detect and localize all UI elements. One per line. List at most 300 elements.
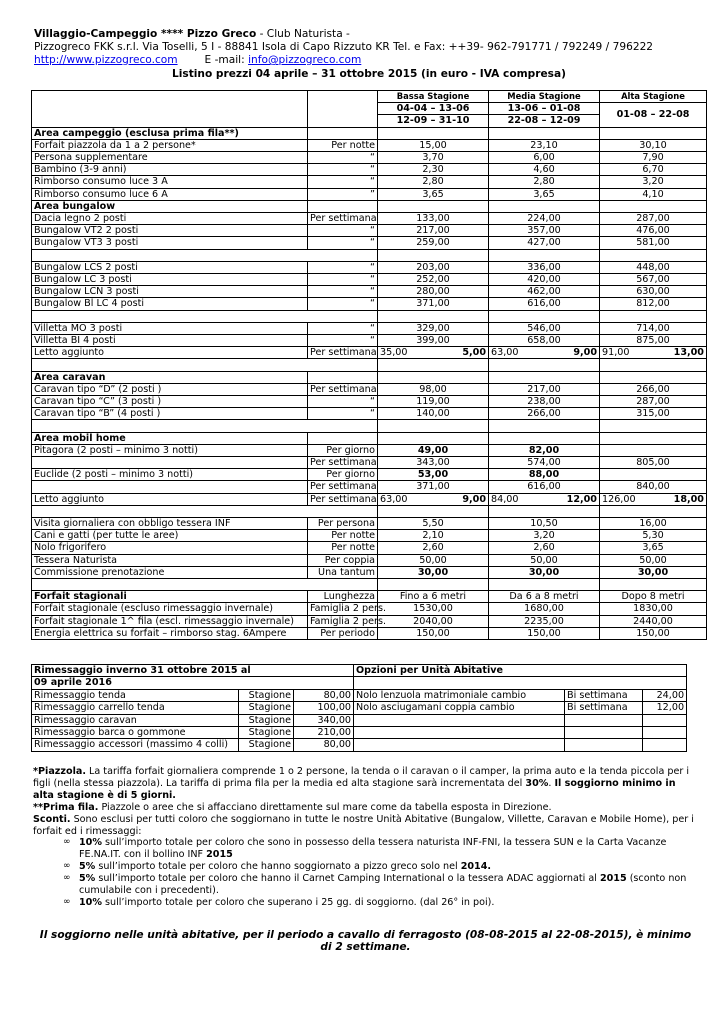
discount-desc: sull’importo totale per coloro che superano i 25 gg. di soggiorno. (dal 26° in poi). — [101, 896, 495, 908]
price-table — [31, 90, 707, 640]
media-dates: 22-08 – 12-09 — [489, 115, 600, 127]
table-cell — [378, 249, 489, 261]
alta-price: 630,00 — [600, 286, 707, 298]
media-price: 546,00 — [489, 322, 600, 334]
media-price: 357,00 — [489, 225, 600, 237]
bassa-price: 140,00 — [378, 408, 489, 420]
item-label: Forfait stagionale (escluso rimessaggio invernale) — [32, 603, 308, 615]
alta-price: 805,00 — [600, 457, 707, 469]
infinity-bullet-icon: ∞ — [63, 896, 71, 907]
media-price: 3,65 — [489, 188, 600, 200]
table-cell — [308, 432, 378, 444]
empty-row — [32, 249, 707, 261]
empty-row — [32, 359, 707, 371]
storage-price: 100,00 — [294, 702, 354, 714]
table-cell — [489, 249, 600, 261]
media-price: 2235,00 — [489, 615, 600, 627]
unit-label: Famiglia 2 pers. — [308, 603, 378, 615]
company-name: Villaggio-Campeggio **** — [34, 28, 187, 40]
item-label: Commissione prenotazione — [32, 566, 308, 578]
company-line — [34, 28, 704, 41]
bassa-price: 30,00 — [378, 566, 489, 578]
alta-price: 287,00 — [600, 396, 707, 408]
unit-label: “ — [308, 286, 378, 298]
price-row — [32, 225, 707, 237]
table-cell — [32, 91, 308, 128]
extra-bed-person: 13,00 — [673, 347, 704, 359]
notes-section — [33, 766, 698, 909]
note-piazzola — [33, 766, 698, 802]
alta-price — [600, 347, 707, 359]
alta-price — [600, 493, 707, 505]
unit-label: “ — [308, 237, 378, 249]
price-row — [32, 383, 707, 395]
bassa-price: 259,00 — [378, 237, 489, 249]
unit-label: Per settimana — [308, 481, 378, 493]
option-unit: Bi settimana — [565, 702, 643, 714]
option-item: Nolo asciugamani coppia cambio — [354, 702, 565, 714]
storage-price: 80,00 — [294, 739, 354, 751]
table-cell — [489, 310, 600, 322]
alta-price: 581,00 — [600, 237, 707, 249]
note-prima-fila — [33, 802, 698, 814]
extra-bed-person: 18,00 — [673, 493, 704, 505]
table-cell — [354, 739, 565, 751]
storage-item: Rimessaggio tenda — [32, 689, 239, 701]
unit-label: “ — [308, 322, 378, 334]
note-sconti — [33, 814, 698, 838]
unit-label: “ — [308, 274, 378, 286]
price-row — [32, 493, 707, 505]
media-price: 616,00 — [489, 481, 600, 493]
media-price: 10,50 — [489, 518, 600, 530]
discount-text — [79, 873, 698, 897]
item-label: Rimborso consumo luce 6 A — [32, 188, 308, 200]
media-price: 462,00 — [489, 286, 600, 298]
alta-price: 567,00 — [600, 274, 707, 286]
storage-price: 340,00 — [294, 714, 354, 726]
extra-bed-price: 63,00 — [491, 347, 519, 359]
bassa-price: 98,00 — [378, 383, 489, 395]
storage-item: Rimessaggio carrello tenda — [32, 702, 239, 714]
bassa-price: 133,00 — [378, 213, 489, 225]
price-row — [32, 237, 707, 249]
table-cell — [354, 714, 565, 726]
bassa-length: Fino a 6 metri — [378, 591, 489, 603]
table-cell — [378, 432, 489, 444]
price-row — [32, 139, 707, 151]
table-cell — [489, 200, 600, 212]
storage-unit: Stagione — [239, 689, 294, 701]
option-unit: Bi settimana — [565, 689, 643, 701]
unit-label: “ — [308, 335, 378, 347]
alta-price: 50,00 — [600, 554, 707, 566]
price-row — [32, 335, 707, 347]
price-row — [32, 322, 707, 334]
storage-row — [32, 702, 687, 714]
table-cell — [32, 505, 378, 517]
bassa-price: 371,00 — [378, 298, 489, 310]
item-label: Nolo frigorifero — [32, 542, 308, 554]
unit-label: Una tantum — [308, 566, 378, 578]
table-cell — [565, 739, 643, 751]
table-cell — [600, 420, 707, 432]
website-link[interactable]: http://www.pizzogreco.com — [34, 54, 178, 66]
storage-item: Rimessaggio barca o gommone — [32, 727, 239, 739]
storage-row — [32, 689, 687, 701]
item-label: Bungalow VT2 2 posti — [32, 225, 308, 237]
unit-label: “ — [308, 164, 378, 176]
bassa-price: 49,00 — [378, 444, 489, 456]
bassa-price — [378, 347, 489, 359]
email-label: E -mail: — [204, 54, 249, 66]
extra-bed-price: 91,00 — [602, 347, 630, 359]
media-price — [489, 493, 600, 505]
item-label: Villetta MO 3 posti — [32, 322, 308, 334]
unit-label: “ — [308, 408, 378, 420]
storage-unit: Stagione — [239, 739, 294, 751]
bassa-header: Bassa Stagione — [378, 91, 489, 103]
bassa-price: 2,30 — [378, 164, 489, 176]
alta-price: 840,00 — [600, 481, 707, 493]
table-cell — [600, 432, 707, 444]
table-cell — [378, 310, 489, 322]
item-label: Bungalow Bl LC 4 posti — [32, 298, 308, 310]
unit-label: Famiglia 2 pers. — [308, 615, 378, 627]
media-price: 658,00 — [489, 335, 600, 347]
unit-label: Lunghezza — [308, 591, 378, 603]
table-cell — [489, 127, 600, 139]
price-row — [32, 152, 707, 164]
alta-price: 6,70 — [600, 164, 707, 176]
bassa-price: 2,60 — [378, 542, 489, 554]
extra-bed-person: 5,00 — [462, 347, 486, 359]
table-cell — [565, 714, 643, 726]
item-label: Bungalow LC 3 posti — [32, 274, 308, 286]
extra-bed-person: 9,00 — [573, 347, 597, 359]
address-line: Pizzogreco FKK s.r.l. Via Toselli, 5 I - 88841 Isola di Capo Rizzuto KR Tel. e Fax: ++39- 962-791771 / 792249 / 796222 — [34, 41, 654, 53]
discount-pct: 5% — [79, 861, 96, 873]
infinity-bullet-icon: ∞ — [63, 873, 71, 884]
item-label: Visita giornaliera con obbligo tessera INF — [32, 518, 308, 530]
table-cell — [32, 359, 378, 371]
storage-item: Rimessaggio accessori (massimo 4 colli) — [32, 739, 239, 751]
bassa-price: 3,70 — [378, 152, 489, 164]
section-row — [32, 371, 707, 383]
price-row — [32, 286, 707, 298]
item-label: Caravan tipo “C” (3 posti ) — [32, 396, 308, 408]
table-cell — [32, 579, 378, 591]
media-price: 50,00 — [489, 554, 600, 566]
alta-price: 1830,00 — [600, 603, 707, 615]
alta-price: 875,00 — [600, 335, 707, 347]
table-cell — [354, 677, 687, 689]
item-label: Caravan tipo “B” (4 posti ) — [32, 408, 308, 420]
price-row — [32, 627, 707, 639]
bassa-price: 1530,00 — [378, 603, 489, 615]
note-label: **Prima fila. — [33, 801, 99, 813]
unit-label: Per periodo — [308, 627, 378, 639]
storage-price: 210,00 — [294, 727, 354, 739]
bassa-dates: 04-04 – 13-06 — [378, 103, 489, 115]
table-cell — [565, 727, 643, 739]
media-dates: 13-06 – 01-08 — [489, 103, 600, 115]
price-row — [32, 347, 707, 359]
item-label: Letto aggiunto — [32, 347, 308, 359]
price-row — [32, 566, 707, 578]
table-cell — [378, 505, 489, 517]
section-row — [32, 200, 707, 212]
unit-label: Per notte — [308, 542, 378, 554]
section-title: Area mobil home — [32, 432, 308, 444]
storage-title — [32, 665, 354, 677]
section-title: Area bungalow — [32, 200, 308, 212]
bassa-price — [378, 493, 489, 505]
price-row — [32, 274, 707, 286]
item-label: Bambino (3-9 anni) — [32, 164, 308, 176]
item-label: Bungalow LCS 2 posti — [32, 261, 308, 273]
price-row — [32, 176, 707, 188]
discount-pct: 10% — [79, 896, 102, 908]
unit-label: Per notte — [308, 530, 378, 542]
option-price: 24,00 — [643, 689, 687, 701]
discount-pct: 5% — [79, 873, 96, 885]
storage-price: 80,00 — [294, 689, 354, 701]
storage-row — [32, 714, 687, 726]
alta-price: 3,20 — [600, 176, 707, 188]
bassa-price: 217,00 — [378, 225, 489, 237]
storage-row — [32, 739, 687, 751]
table-cell — [489, 359, 600, 371]
alta-price: 7,90 — [600, 152, 707, 164]
empty-row — [32, 579, 707, 591]
document-header — [34, 28, 704, 81]
table-cell — [378, 359, 489, 371]
section-title: Area campeggio (esclusa prima fila**) — [32, 127, 308, 139]
price-row — [32, 481, 707, 493]
note-min: Il soggiorno minimo in alta stagione è di 5 giorni. — [33, 777, 676, 801]
options-title: Opzioni per Unità Abitative — [354, 665, 687, 677]
table-cell — [378, 579, 489, 591]
table-cell — [600, 505, 707, 517]
table-cell — [600, 310, 707, 322]
price-row — [32, 469, 707, 481]
price-row — [32, 261, 707, 273]
bassa-price: 399,00 — [378, 335, 489, 347]
item-label: Rimborso consumo luce 3 A — [32, 176, 308, 188]
price-row — [32, 408, 707, 420]
table-cell — [378, 127, 489, 139]
note-label: *Piazzola. — [33, 766, 86, 777]
bassa-price: 280,00 — [378, 286, 489, 298]
price-row — [32, 530, 707, 542]
bassa-price: 203,00 — [378, 261, 489, 273]
unit-label: “ — [308, 152, 378, 164]
item-label: Euclide (2 posti – minimo 3 notti) — [32, 469, 308, 481]
unit-label: “ — [308, 298, 378, 310]
table-cell — [308, 371, 378, 383]
table-cell — [489, 505, 600, 517]
bassa-price: 15,00 — [378, 139, 489, 151]
item-label: Villetta BI 4 posti — [32, 335, 308, 347]
unit-label: “ — [308, 176, 378, 188]
alta-price: 812,00 — [600, 298, 707, 310]
option-item: Nolo lenzuola matrimoniale cambio — [354, 689, 565, 701]
email-link[interactable]: info@pizzogreco.com — [248, 54, 362, 66]
media-price: 217,00 — [489, 383, 600, 395]
unit-label: Per settimana — [308, 493, 378, 505]
company-suffix: - Club Naturista - — [256, 28, 350, 40]
alta-price: 150,00 — [600, 627, 707, 639]
media-price: 150,00 — [489, 627, 600, 639]
bassa-price: 329,00 — [378, 322, 489, 334]
table-cell — [600, 359, 707, 371]
table-cell — [489, 432, 600, 444]
bassa-price: 119,00 — [378, 396, 489, 408]
option-price: 12,00 — [643, 702, 687, 714]
unit-label: Per giorno — [308, 469, 378, 481]
media-price: 30,00 — [489, 566, 600, 578]
storage-unit: Stagione — [239, 727, 294, 739]
unit-label: “ — [308, 261, 378, 273]
bottom-header-row — [32, 677, 687, 689]
alta-price: 16,00 — [600, 518, 707, 530]
alta-price: 448,00 — [600, 261, 707, 273]
bassa-dates: 12-09 – 31-10 — [378, 115, 489, 127]
storage-options-table — [31, 664, 687, 752]
media-price: 420,00 — [489, 274, 600, 286]
media-price: 88,00 — [489, 469, 600, 481]
empty-row — [32, 505, 707, 517]
media-length: Da 6 a 8 metri — [489, 591, 600, 603]
table-cell — [32, 457, 308, 469]
bassa-price: 50,00 — [378, 554, 489, 566]
price-row — [32, 518, 707, 530]
document-title: Listino prezzi 04 aprile – 31 ottobre 2015 (in euro - IVA compresa) — [172, 68, 566, 80]
item-label: Persona supplementare — [32, 152, 308, 164]
price-row — [32, 444, 707, 456]
price-row — [32, 603, 707, 615]
item-label: Bungalow VT3 3 posti — [32, 237, 308, 249]
storage-row — [32, 727, 687, 739]
contact-line — [34, 54, 704, 67]
alta-price: 5,30 — [600, 530, 707, 542]
item-label: Forfait stagionale 1^ fila (escl. rimessaggio invernale) — [32, 615, 308, 627]
unit-label: Per settimana — [308, 383, 378, 395]
media-price: 3,20 — [489, 530, 600, 542]
discount-text — [79, 837, 698, 861]
media-price — [489, 347, 600, 359]
table-cell — [600, 249, 707, 261]
price-row — [32, 213, 707, 225]
alta-price: 476,00 — [600, 225, 707, 237]
alta-price: 3,65 — [600, 542, 707, 554]
note-text: La tariffa forfait giornaliera comprende 1 o 2 persone, la tenda o il caravan o il camper, la prima auto e la tenda piccola per i figli (nella stessa piazzola). La tariffa di prima fila per la media ed alta stagione sarà incrementata del — [33, 766, 690, 789]
item-label: Letto aggiunto — [32, 493, 308, 505]
price-row — [32, 542, 707, 554]
table-cell — [308, 200, 378, 212]
item-label: Dacia legno 2 posti — [32, 213, 308, 225]
storage-unit: Stagione — [239, 714, 294, 726]
media-price: 238,00 — [489, 396, 600, 408]
table-cell — [32, 420, 378, 432]
extra-bed-price: 35,00 — [380, 347, 408, 359]
storage-title: 09 aprile 2016 — [32, 677, 354, 689]
note-text: . — [548, 777, 555, 789]
table-cell — [378, 420, 489, 432]
section-title: Forfait stagionali — [32, 591, 308, 603]
media-price: 2,60 — [489, 542, 600, 554]
alta-price: 266,00 — [600, 383, 707, 395]
infinity-bullet-icon: ∞ — [63, 861, 71, 872]
storage-unit: Stagione — [239, 702, 294, 714]
company-brand: Pizzo Greco — [186, 28, 257, 40]
unit-label: Per persona — [308, 518, 378, 530]
note-pct: 30% — [525, 777, 549, 789]
discount-text — [79, 861, 491, 873]
media-price: 266,00 — [489, 408, 600, 420]
media-price: 4,60 — [489, 164, 600, 176]
unit-label: ” — [308, 188, 378, 200]
table-cell — [600, 371, 707, 383]
alta-price: 287,00 — [600, 213, 707, 225]
price-row — [32, 457, 707, 469]
media-price: 427,00 — [489, 237, 600, 249]
table-cell — [643, 714, 687, 726]
unit-label: Per settimana — [308, 457, 378, 469]
discount-desc: sull’importo totale per coloro che hanno soggiornato a pizzo greco solo nel — [95, 861, 461, 873]
discount-desc: (sconto non cumulabile con i precedenti). — [79, 873, 687, 897]
media-header: Media Stagione — [489, 91, 600, 103]
table-cell — [489, 420, 600, 432]
table-cell — [600, 200, 707, 212]
section-row — [32, 127, 707, 139]
discount-desc: sull’importo totale per coloro che hanno il Carnet Camping International o la tessera ADAC aggiornati al — [95, 873, 600, 885]
alta-price: 30,00 — [600, 566, 707, 578]
table-cell — [489, 371, 600, 383]
alta-price: 714,00 — [600, 322, 707, 334]
table-cell — [600, 579, 707, 591]
media-price: 574,00 — [489, 457, 600, 469]
unit-label: Per coppia — [308, 554, 378, 566]
item-label: Forfait piazzola da 1 a 2 persone* — [32, 139, 308, 151]
note-label: Sconti. — [33, 813, 71, 825]
extra-bed-price: 63,00 — [380, 493, 408, 505]
media-price: 23,10 — [489, 139, 600, 151]
discount-desc: sull’importo totale per coloro che sono in possesso della tessera naturista INF-FNI, la tessera SUN e la Carta Vacanze FE.NA.IT. con il bollino INF — [79, 837, 667, 861]
item-label: Energia elettrica su forfait – rimborso stag. 6Ampere — [32, 627, 308, 639]
unit-label: Per giorno — [308, 444, 378, 456]
discount-year: 2015 — [599, 873, 627, 885]
price-row — [32, 615, 707, 627]
alta-header: Alta Stagione — [600, 91, 707, 103]
infinity-bullet-icon: ∞ — [63, 837, 71, 848]
table-cell — [600, 127, 707, 139]
unit-label: Per settimana — [308, 213, 378, 225]
item-label: Tessera Naturista — [32, 554, 308, 566]
bassa-price: 3,65 — [378, 188, 489, 200]
bassa-price: 5,50 — [378, 518, 489, 530]
bottom-header-row — [32, 665, 687, 677]
bassa-price: 252,00 — [378, 274, 489, 286]
section-row — [32, 432, 707, 444]
storage-item: Rimessaggio caravan — [32, 714, 239, 726]
unit-label: Per notte — [308, 139, 378, 151]
note-text: Piazzole o aree che si affacciano direttamente sul mare come da tabella esposta in Direzione. — [98, 801, 552, 813]
section-row — [32, 591, 707, 603]
table-cell — [32, 481, 308, 493]
unit-label: Per settimana — [308, 347, 378, 359]
